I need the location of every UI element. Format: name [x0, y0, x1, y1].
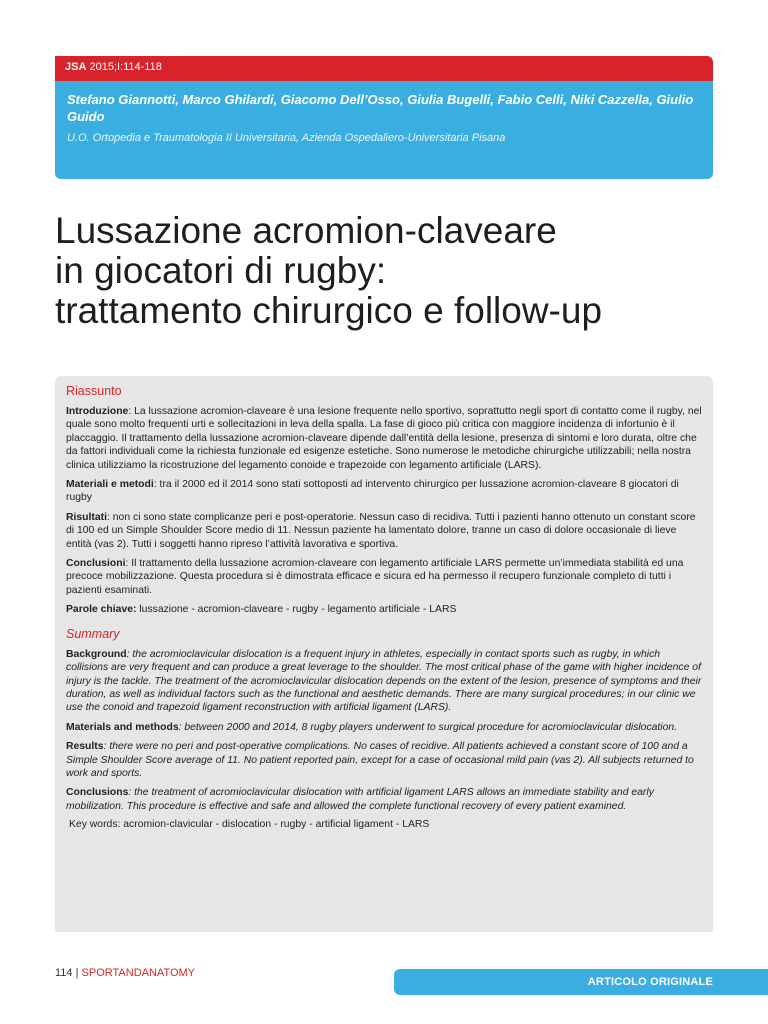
authors: Stefano Giannotti, Marco Ghilardi, Giacomo Dell’Osso, Giulia Bugelli, Fabio Celli, Niki Cazzella, Giulio Guido [67, 92, 694, 124]
journal-header-bar [55, 56, 713, 81]
summary-section [66, 648, 702, 813]
brand-sportand: SPORTAND [81, 967, 142, 979]
article-type-label: ARTICOLO ORIGINALE [587, 976, 713, 988]
footer-separator: | [72, 967, 82, 979]
title-line-1: Lussazione acromion-claveare [55, 210, 557, 251]
page-number: 114 [55, 967, 73, 979]
materiali-label: Materiali e metodi [66, 479, 154, 491]
riassunto-heading: Riassunto [66, 384, 122, 398]
brand-anatomy: ANATOMY [141, 967, 196, 979]
conclusions-paragraph [66, 786, 702, 813]
key-words: Key words: acromion-clavicular - dislocation - rugby - artificial ligament - LARS [69, 819, 430, 831]
title-line-3: trattamento chirurgico e follow-up [55, 290, 603, 331]
background-label: Background [66, 648, 127, 660]
materiali-text: : tra il 2000 ed il 2014 sono stati sottoposti ad intervento chirurgico per lussazione acromion-claveare 8 giocatori di rugby [66, 479, 679, 504]
background-text: : the acromioclavicular dislocation is a frequent injury in athletes, especially in contact sports such as rugby, in which collisions are very frequent and can produce a great leverage to the shoulder. The most critical phase of the game with higher incidence of injury is the tackle. The treatment of the acromioclavicular dislocation depends on the extent of the lesion, presence of symptoms and their duration, as well as individual factors such as the functional and aesthetic demands. There are many surgical procedures; in our clinic we use the conoid and trapezoid ligament reconstruction with artificial ligament (LARS). [66, 648, 702, 714]
parole-chiave-text: lussazione - acromion-claveare - rugby - legamento artificiale - LARS [136, 604, 457, 616]
title-line-2: in giocatori di rugby: [55, 250, 387, 291]
introduzione-label: Introduzione [66, 406, 129, 417]
parole-chiave [66, 603, 702, 616]
affiliation: U.O. Ortopedia e Traumatologia II Universitaria, Azienda Ospedaliero-Universitaria Pisana [67, 132, 506, 144]
journal-name: JSA [65, 61, 87, 73]
risultati-text: : non ci sono state complicanze peri e post-operatorie. Nessun caso di recidiva. Tutti i pazienti hanno ottenuto un constant score di 100 ed un Simple Shoulder Score medio di 11. Nessun paziente ha lamentato dolore, tranne un caso di dolore occasionale di lieve entità (vas 2). Tutti i soggetti hanno ripreso l’attività lavorativa e sportiva. [66, 511, 696, 550]
background-paragraph [66, 648, 702, 715]
abstract-box [55, 376, 713, 932]
materials-text: : between 2000 and 2014, 8 rugby players underwent to surgical procedure for acromioclavicular dislocation. [178, 721, 678, 733]
page-footer [55, 967, 195, 979]
results-label: Results [66, 741, 104, 753]
conclusions-label: Conclusions [66, 787, 129, 799]
article-title [55, 211, 735, 331]
materiali-paragraph [66, 478, 702, 505]
materials-paragraph [66, 721, 702, 734]
article-type-badge [394, 969, 768, 995]
summary-heading: Summary [66, 626, 120, 641]
journal-citation [65, 61, 162, 73]
results-text: : there were no peri and post-operative complications. No cases of recidive. All patients achieved a constant score of 100 and a Simple Shoulder Score average of 11. No patient reported pain, except for a case of occasional mild pain (vas 2). All subjects returned to work and sports. [66, 741, 694, 779]
journal-issue: 2015;I:114-118 [86, 61, 162, 73]
results-paragraph [66, 740, 702, 780]
risultati-paragraph [66, 511, 702, 551]
conclusions-text: : the treatment of acromioclavicular dislocation with artificial ligament LARS allows an immediate stability and early mobilization. This procedure is effective and safe and allowed the complete functional recovery of every patient examined. [66, 787, 654, 812]
introduzione-paragraph [66, 405, 702, 472]
conclusioni-text: : Il trattamento della lussazione acromion-claveare con legamento artificiale LARS permette un’immediata stabilità ed una precoce mobilizzazione. Questa procedura si è dimostrata efficace e sicura ed ha permesso il recupero funzionale completo di tutti i pazienti esaminati. [66, 558, 684, 596]
conclusioni-paragraph [66, 557, 702, 597]
materials-label: Materials and methods [66, 721, 179, 733]
conclusioni-label: Conclusioni [66, 558, 126, 570]
risultati-label: Risultati [66, 511, 107, 523]
author-box [55, 81, 713, 179]
introduzione-text: : La lussazione acromion-claveare è una lesione frequente nello sportivo, soprattutto negli sport di contatto come il rugby, nel quale sono molto frequenti urti e sollecitazioni in leva della spalla. La fase di gioco più critica con maggiore incidenza di infortunio è il placcaggio. Il trattamento della lussazione acromion-claveare dipende dall’entità della lesione, presenza di sintomi e loro durata, oltre che da fattori individuali come la richiesta funzionale ed esigenze estetiche. Sono numerose le metodiche chirurgiche utilizzabili; nella nostra clinica utilizziamo la ricostruzione del legamento conoide e trapezoide con legamento artificiale (LARS). [66, 406, 702, 471]
parole-chiave-label: Parole chiave: [66, 604, 137, 616]
